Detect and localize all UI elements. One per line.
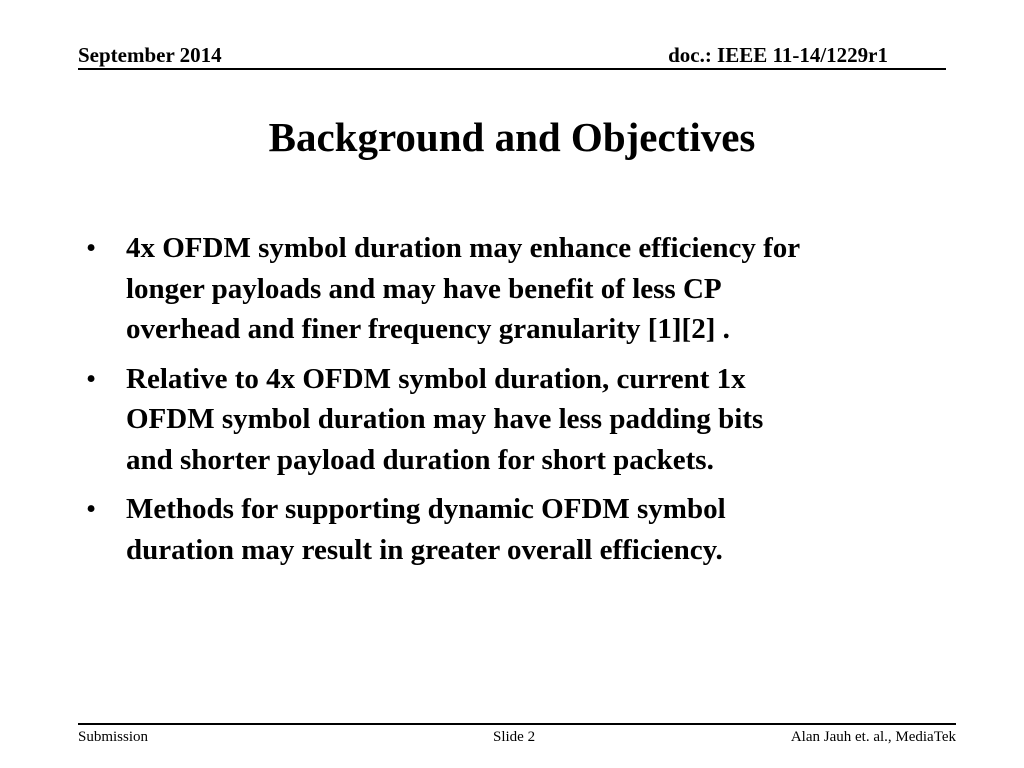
bullet-item [86,489,946,570]
footer-slide-number: Slide 2 [493,729,536,745]
bullet-line: 4x OFDM symbol duration may enhance efficiency for [126,232,801,264]
header-doc-id: doc.: IEEE 11-14/1229r1 [668,43,888,67]
header-date: September 2014 [78,43,222,67]
bullet-marker: • [86,362,97,395]
footer-submission: Submission [78,729,149,745]
bullet-line: duration may result in greater overall efficiency. [126,533,723,566]
bullet-marker: • [86,232,97,264]
bullet-line: Methods for supporting dynamic OFDM symbol [126,493,726,525]
bullet-line: and shorter payload duration for short packets. [126,443,714,476]
bullet-line: longer payloads and may have benefit of less CP [126,272,722,305]
footer-divider [78,723,956,725]
bullet-line: overhead and finer frequency granularity [1][2] . [126,313,730,345]
header-divider [78,68,946,70]
bullet-line: OFDM symbol duration may have less padding bits [126,403,764,435]
bullet-line: Relative to 4x OFDM symbol duration, current 1x [126,362,746,395]
bullet-item [86,228,946,350]
bullet-item [86,359,946,481]
bullet-marker: • [86,493,97,525]
bullet-list [86,228,946,579]
slide-title: Background and Objectives [268,114,756,160]
footer-authors: Alan Jauh et. al., MediaTek [790,729,956,745]
